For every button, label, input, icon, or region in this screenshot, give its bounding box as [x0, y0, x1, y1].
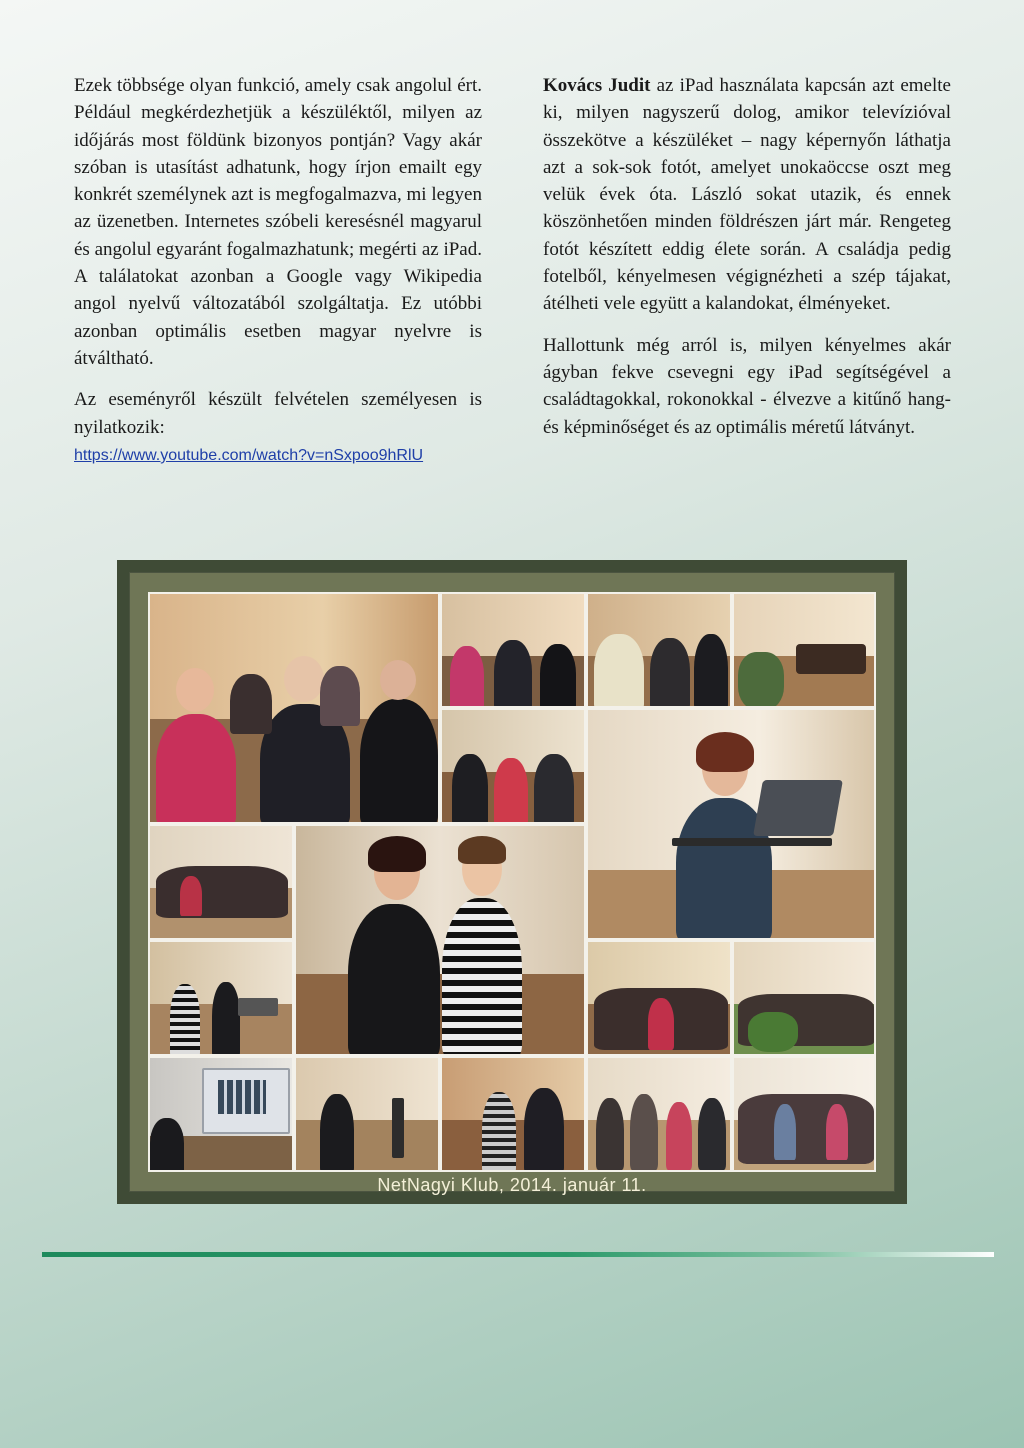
- photo-audience-rows: [586, 940, 732, 1056]
- photo-collage: [117, 560, 907, 1204]
- right-text-column: [543, 72, 951, 455]
- photo-boy-presenting: [148, 940, 294, 1056]
- photo-presenter-standing: [294, 1056, 440, 1172]
- collage-grid: [148, 592, 876, 1172]
- photo-audience-side: [586, 592, 732, 708]
- photo-audience-seated: [148, 592, 440, 824]
- photo-projector-screen: [148, 1056, 294, 1172]
- photo-seated-group: [440, 708, 586, 824]
- photo-conversation: [440, 1056, 586, 1172]
- photo-presenter-laptop: [586, 708, 876, 940]
- youtube-link[interactable]: https://www.youtube.com/watch?v=nSxpoo9hRlU: [74, 446, 424, 464]
- left-paragraph-2: [74, 386, 482, 469]
- photo-group-standing: [148, 824, 294, 940]
- photo-two-presenters: [294, 824, 586, 1056]
- photo-audience-row: [440, 592, 586, 708]
- left-text-column: [74, 72, 482, 469]
- left-paragraph-2-text: Az eseményről készült felvételen személyesen is nyilatkozik:: [74, 389, 482, 438]
- speaker-name: Kovács Judit: [543, 75, 651, 96]
- right-paragraph-1-text: az iPad használata kapcsán azt emelte ki, milyen nagyszerű dolog, amikor televízióval összekötve a készüléket – nagy képernyőn láthatja azt a sok-sok fotót, amelyet unokaöccse oszt meg velük évek óta. László sokat utazik, és ennek köszönhetően minden földrészen járt már. Rengeteg fotót készített eddig élete során. A családja pedig fotelből, kényelmesen végignézheti a szép tájakat, átélheti vele együtt a kalandokat, élményeket.: [543, 75, 951, 315]
- photo-library-room: [732, 592, 876, 708]
- photo-crowd-mingling: [586, 1056, 732, 1172]
- collage-caption: NetNagyi Klub, 2014. január 11.: [377, 1175, 647, 1195]
- photo-crowd-hall: [732, 1056, 876, 1172]
- page-divider: [42, 1252, 994, 1257]
- right-paragraph-2: Hallottunk még arról is, milyen kényelmes akár ágyban fekve csevegni egy iPad segítségével a családtagokkal, rokonokkal - élvezve a kitűnő hang- és képminőséget és az optimális méretű látványt.: [543, 334, 951, 438]
- photo-gallery-view: [732, 940, 876, 1056]
- right-paragraph-1: [543, 72, 951, 318]
- left-paragraph-1: Ezek többsége olyan funkció, amely csak angolul ért. Például megkérdezhetjük a készüléktől, milyen az időjárás most földünk bizonyos pontján? Vagy akár szóban is utasítást adhatunk, hogy írjon emailt egy konkrét személynek azt is megfogalmazva, mi legyen az üzenetben. Internetes szóbeli keresésnél magyarul és angolul egyaránt fogalmazhatunk; megérti az iPad. A találatokat azonban a Google vagy Wikipedia angol nyelvű változatából szolgáltatja. Ez utóbbi azonban optimális esetben magyar nyelvre is átváltható.: [74, 75, 482, 369]
